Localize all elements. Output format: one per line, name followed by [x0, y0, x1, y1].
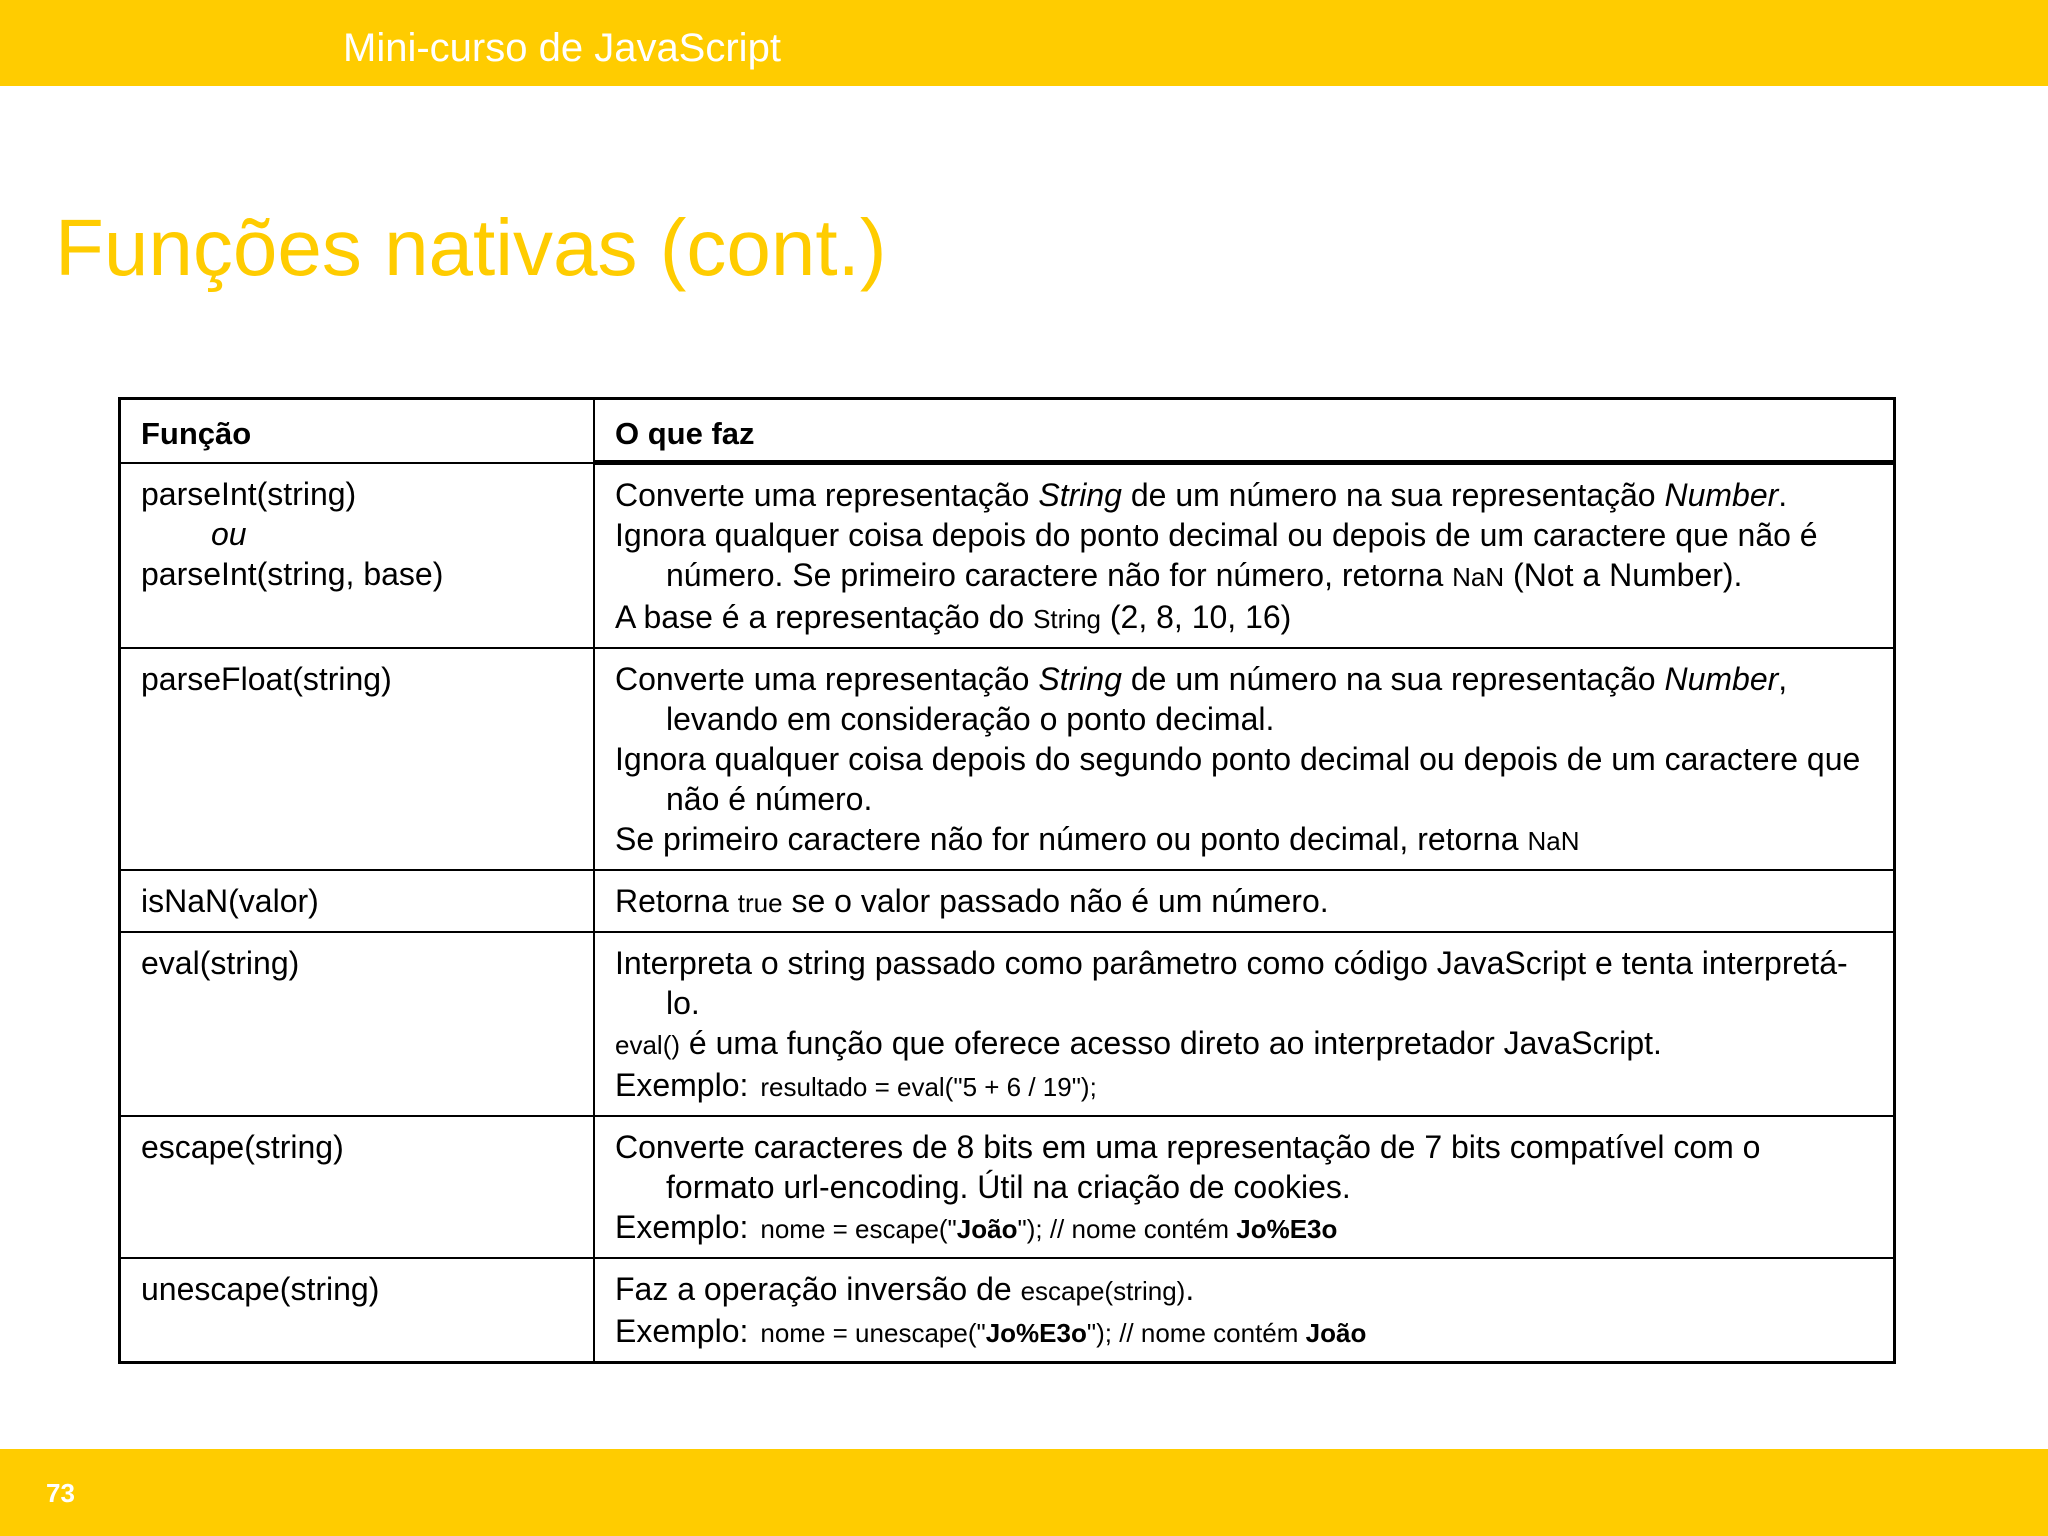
description-paragraph	[615, 819, 1873, 861]
code-text: NaN	[1452, 562, 1505, 592]
text-run: , levando em consideração o ponto decimal.	[666, 661, 1788, 737]
table-row-unescape	[120, 1258, 1895, 1363]
code-text: String	[1033, 604, 1101, 634]
code-text: NaN	[1527, 826, 1580, 856]
text-run: (Not a Number).	[1504, 557, 1743, 593]
code-text: nome = unescape("	[760, 1318, 986, 1348]
text-run: .	[1185, 1271, 1195, 1307]
text-run-italic: Number	[1664, 661, 1779, 697]
function-cell	[120, 648, 595, 870]
text-run: Converte uma representação	[615, 661, 1039, 697]
function-cell	[120, 463, 595, 649]
example-code: resultado = eval("5 + 6 / 19");	[760, 1072, 1097, 1102]
code-text: nome = escape("	[760, 1214, 957, 1244]
example-label: Exemplo:	[615, 1313, 749, 1349]
code-text: escape(string)	[1020, 1276, 1186, 1306]
code-text-bold: João	[956, 1214, 1018, 1244]
text-run-italic: Number	[1664, 477, 1779, 513]
code-text: "); // nome contém	[1086, 1318, 1306, 1348]
code-text-bold: Jo%E3o	[1236, 1214, 1338, 1244]
course-title: Mini-curso de JavaScript	[343, 26, 781, 70]
table-header-row	[120, 399, 1895, 463]
text-run: Ignora qualquer coisa depois do ponto decimal ou depois de um caractere que não é número. Se primeiro caractere não for número, retorna	[615, 517, 1818, 593]
description-paragraph	[615, 597, 1873, 639]
text-run: A base é a representação do	[615, 599, 1034, 635]
functions-table	[118, 397, 1896, 1364]
text-run: Se primeiro caractere não for número ou ponto decimal, retorna	[615, 821, 1528, 857]
example-code	[760, 1214, 1337, 1244]
description-cell	[594, 648, 1895, 870]
table-row-parseint	[120, 463, 1895, 649]
function-cell	[120, 932, 595, 1116]
code-text-bold: Jo%E3o	[985, 1318, 1087, 1348]
description-cell	[594, 1258, 1895, 1363]
text-run: é uma função que oferece acesso direto ao interpretador JavaScript.	[680, 1025, 1662, 1061]
function-name: eval(string)	[141, 945, 300, 981]
description-cell	[594, 463, 1895, 649]
example-code	[760, 1318, 1366, 1348]
function-or-label: ou	[211, 515, 247, 552]
slide-title: Funções nativas (cont.)	[55, 203, 887, 292]
text-run: de um número na sua representação	[1121, 661, 1665, 697]
column-header-function: Função	[120, 399, 595, 463]
example-line	[615, 1311, 1873, 1353]
text-run: Faz a operação inversão de	[615, 1271, 1021, 1307]
function-name: escape(string)	[141, 1129, 344, 1165]
text-run: Converte uma representação	[615, 477, 1039, 513]
function-name: parseInt(string)	[141, 475, 357, 512]
code-text: true	[737, 888, 783, 918]
text-run: se o valor passado não é um número.	[782, 883, 1329, 919]
text-run-italic: String	[1038, 477, 1122, 513]
description-paragraph	[615, 881, 1873, 923]
example-line	[615, 1207, 1873, 1249]
text-run: (2, 8, 10, 16)	[1101, 599, 1292, 635]
description-paragraph	[615, 659, 1873, 739]
description-paragraph	[615, 1269, 1873, 1311]
example-label: Exemplo:	[615, 1067, 749, 1103]
function-cell	[120, 870, 595, 932]
text-run-italic: String	[1038, 661, 1122, 697]
function-cell	[120, 1116, 595, 1258]
description-paragraph	[615, 515, 1873, 597]
description-cell	[594, 932, 1895, 1116]
description-paragraph	[615, 475, 1873, 515]
description-paragraph: Ignora qualquer coisa depois do segundo ponto decimal ou depois de um caractere que não é número.	[615, 741, 1861, 817]
table-row-isnan	[120, 870, 1895, 932]
text-run: de um número na sua representação	[1121, 477, 1665, 513]
function-name: unescape(string)	[141, 1271, 380, 1307]
example-line	[615, 1065, 1873, 1107]
description-cell	[594, 870, 1895, 932]
function-name: isNaN(valor)	[141, 883, 319, 919]
description-paragraph: Converte caracteres de 8 bits em uma representação de 7 bits compatível com o formato url-encoding. Útil na criação de cookies.	[615, 1129, 1761, 1205]
column-header-description: O que faz	[594, 399, 1895, 463]
code-text: "); // nome contém	[1017, 1214, 1237, 1244]
table-row-escape	[120, 1116, 1895, 1258]
code-text: eval()	[615, 1030, 681, 1060]
description-paragraph	[615, 1023, 1873, 1065]
function-name-alt: parseInt(string, base)	[141, 555, 444, 592]
description-paragraph: Interpreta o string passado como parâmetro como código JavaScript e tenta interpretá-lo.	[615, 945, 1848, 1021]
page-number: 73	[46, 1478, 75, 1508]
text-run: .	[1778, 477, 1788, 513]
footer-bar	[0, 1449, 2048, 1536]
table-row-eval	[120, 932, 1895, 1116]
function-cell	[120, 1258, 595, 1363]
code-text-bold: João	[1305, 1318, 1367, 1348]
function-name: parseFloat(string)	[141, 661, 392, 697]
example-label: Exemplo:	[615, 1209, 749, 1245]
table-row-parsefloat	[120, 648, 1895, 870]
description-cell	[594, 1116, 1895, 1258]
header-bar	[0, 0, 2048, 86]
text-run: Retorna	[615, 883, 738, 919]
